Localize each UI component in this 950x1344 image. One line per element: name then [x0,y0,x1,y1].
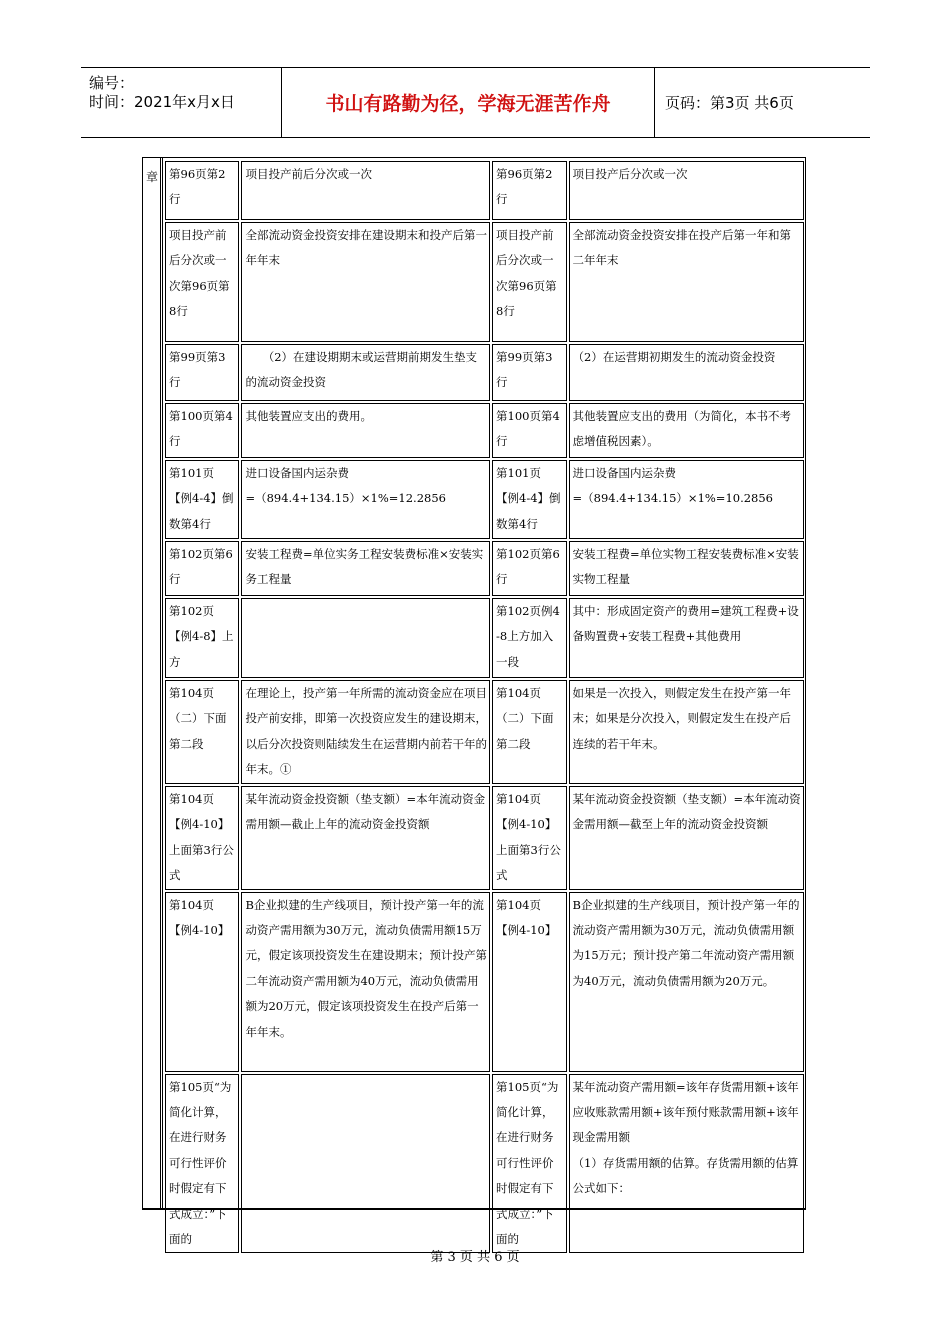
new-text: 其他装置应支出的费用（为简化，本书不考虑增值税因素）。 [569,403,805,458]
new-text: 如果是一次投入，则假定发生在投产第一年末；如果是分次投入，则假定发生在投产后连续的若干年末。 [569,680,805,784]
table-row [165,460,804,539]
errata-table [163,159,806,1255]
table-row [165,786,804,890]
chapter-marker: 章 [146,170,159,184]
new-location: 第96页第2行 [492,161,566,220]
orig-location: 第104页【例4-10】上面第3行公式 [165,786,239,890]
orig-location: 第102页第6行 [165,541,239,596]
orig-text: 其他装置应支出的费用。 [241,403,490,458]
header-meta [81,68,282,137]
new-text: 进口设备国内运杂费 =（894.4+134.15）×1%=10.2856 [569,460,805,539]
new-location: 第104页（二）下面第二段 [492,680,566,784]
new-text: （2）在运营期初期发生的流动资金投资 [569,344,805,401]
orig-text: B企业拟建的生产线项目，预计投产第一年的流动资产需用额为30万元，流动负债需用额15万元，假定该项投资发生在建设期末；预计投产第二年流动资产需用额为40万元，流动负债需用额为20万元，假定该项投资发生在投产后第一年年末。 [241,892,490,1072]
orig-location: 第100页第4行 [165,403,239,458]
new-text: 某年流动资产需用额=该年存货需用额+该年应收账款需用额+该年预付账款需用额+该年现金需用额 （1）存货需用额的估算。存货需用额的估算公式如下： [569,1074,805,1254]
table-row [165,403,804,458]
table-row [165,344,804,401]
orig-location: 第102页【例4-8】上方 [165,598,239,678]
header-motto: 书山有路勤为径，学海无涯苦作舟 [282,68,655,137]
new-text: 其中：形成固定资产的费用=建筑工程费+设备购置费+安装工程费+其他费用 [569,598,805,678]
page-header [81,67,870,138]
orig-location: 第99页第3行 [165,344,239,401]
orig-text: 全部流动资金投资安排在建设期末和投产后第一年年末 [241,222,490,342]
new-text: 项目投产后分次或一次 [569,161,805,220]
document-number-label: 编号： [89,74,135,92]
new-location: 第104页【例4-10】 [492,892,566,1072]
orig-location: 第101页【例4-4】倒数第4行 [165,460,239,539]
orig-text: 某年流动资金投资额（垫支额）=本年流动资金需用额—截止上年的流动资金投资额 [241,786,490,890]
orig-location: 项目投产前后分次或一次第96页第8行 [165,222,239,342]
new-location: 第102页例4-8上方加入一段 [492,598,566,678]
orig-text: 在理论上，投产第一年所需的流动资金应在项目投产前安排，即第一次投资应发生的建设期末，以后分次投资则陆续发生在运营期内前若干年的年末。① [241,680,490,784]
new-text: B企业拟建的生产线项目，预计投产第一年的流动资产需用额为30万元，流动负债需用额为15万元；预计投产第二年流动资产需用额为40万元，流动负债需用额为20万元。 [569,892,805,1072]
orig-location: 第105页“为简化计算，在进行财务可行性评价时假定有下式成立：”下面的 [165,1074,239,1254]
orig-location: 第104页【例4-10】 [165,892,239,1072]
orig-text: 安装工程费=单位实务工程安装费标准×安装实务工程量 [241,541,490,596]
new-location: 第99页第3行 [492,344,566,401]
new-location: 第101页【例4-4】倒数第4行 [492,460,566,539]
new-location: 第100页第4行 [492,403,566,458]
new-text: 全部流动资金投资安排在投产后第一年和第二年年末 [569,222,805,342]
table-row [165,1074,804,1254]
table-row [165,598,804,678]
table-row [165,680,804,784]
orig-text [241,1074,490,1254]
table-row [165,892,804,1072]
table-row [165,161,804,220]
orig-text: 项目投产前后分次或一次 [241,161,490,220]
orig-text [241,598,490,678]
new-text: 某年流动资金投资额（垫支额）=本年流动资金需用额—截至上年的流动资金投资额 [569,786,805,890]
new-location: 第104页【例4-10】上面第3行公式 [492,786,566,890]
document-date-label: 时间：2021年x月x日 [89,93,235,111]
table-row [165,541,804,596]
new-location: 项目投产前后分次或一次第96页第8行 [492,222,566,342]
table-row [165,222,804,342]
page-footer: 第 3 页 共 6 页 [430,1250,520,1265]
orig-text: （2）在建设期期末或运营期前期发生垫支的流动资金投资 [241,344,490,401]
orig-location: 第96页第2行 [165,161,239,220]
orig-location: 第104页（二）下面第二段 [165,680,239,784]
new-location: 第102页第6行 [492,541,566,596]
new-location: 第105页“为简化计算，在进行财务可行性评价时假定有下式成立：”下面的 [492,1074,566,1254]
page-indicator-text: 页码：第3页 共6页 [665,94,794,112]
orig-text: 进口设备国内运杂费 =（894.4+134.15）×1%=12.2856 [241,460,490,539]
new-text: 安装工程费=单位实物工程安装费标准×安装实物工程量 [569,541,805,596]
header-page-indicator [655,68,870,137]
